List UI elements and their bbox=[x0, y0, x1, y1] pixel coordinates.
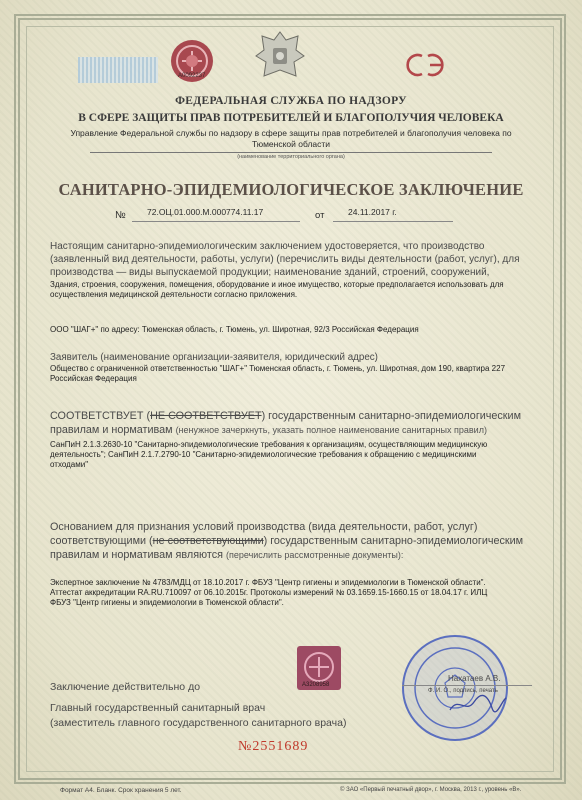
applicant-value: Общество с ограниченной ответственностью "ШАГ+" Тюменская область, г. Тюмень, ул. Широтная, дом 190, квартира 227 Российская Федерация bbox=[50, 364, 506, 383]
divider bbox=[90, 152, 492, 153]
signature-underline bbox=[402, 685, 532, 686]
footer-left: Формат А4. Бланк. Срок хранения 5 лет. bbox=[60, 787, 182, 794]
coat-of-arms-icon bbox=[250, 26, 310, 86]
signature-caption: Ф. И. О., подпись, печать bbox=[428, 688, 498, 694]
conformity-statement bbox=[50, 409, 525, 437]
org-line-1: ФЕДЕРАЛЬНАЯ СЛУЖБА ПО НАДЗОРУ bbox=[175, 95, 407, 107]
conformity-note: (ненужное зачеркнуть, указать полное наименование санитарных правил) bbox=[175, 425, 487, 435]
section1-intro: Настоящим санитарно-эпидемиологическим заключением удостоверяется, что производство (заявленный вид деятельности, работы, услуги) (перечислить виды деятельности (работ, услуг), для производства — виды выпускаемой продукции; наименование зданий, строений, сооружений, bbox=[50, 241, 520, 278]
conformity-part2: ) государственным санитарно-эпидемиологическим правилам и нормативам bbox=[50, 410, 521, 436]
document-title: САНИТАРНО-ЭПИДЕМИОЛОГИЧЕСКОЕ ЗАКЛЮЧЕНИЕ bbox=[58, 180, 524, 199]
basis-statement bbox=[50, 520, 525, 562]
certificate-number: 72.ОЦ.01.000.М.000774.11.17 bbox=[147, 207, 264, 217]
number-underline bbox=[132, 221, 300, 222]
signatory-title-sub: (заместитель главного государственного санитарного врача) bbox=[50, 717, 347, 729]
seal-code: А0092237 bbox=[178, 73, 206, 79]
conformity-value: СанПиН 2.1.3.2630-10 "Санитарно-эпидемиологические требования к организациям, осуществляющим медицинскую деятельность"; СанПиН 2.1.7.2790-10 "Санитарно-эпидемиологические требования к обращению с медицинскими отходами" bbox=[50, 440, 488, 469]
org-caption: (наименование территориального органа) bbox=[237, 154, 345, 160]
certificate-date: 24.11.2017 г. bbox=[348, 207, 397, 217]
footer-right: © ЗАО «Первый печатный двор», г. Москва, 2013 г., уровень «В». bbox=[340, 787, 522, 793]
conformity-struck: НЕ СООТВЕТСТВУЕТ bbox=[150, 410, 262, 422]
basis-note: (перечислить рассмотренные документы): bbox=[225, 550, 404, 560]
signature-icon bbox=[448, 692, 508, 716]
se-logo-icon bbox=[404, 50, 448, 80]
hatched-strip bbox=[78, 57, 158, 83]
date-underline bbox=[333, 221, 453, 222]
date-label: от bbox=[315, 210, 325, 221]
section1-address: ООО "ШАГ+" по адресу: Тюменская область, г. Тюмень, ул. Широтная, 92/3 Российская Федерация bbox=[50, 325, 419, 334]
basis-part1: Основанием для признания условий производства (вида деятельности, работ, услуг) соответствующими ( bbox=[50, 521, 478, 547]
conformity-part1: СООТВЕТСТВУЕТ ( bbox=[50, 410, 151, 422]
section1-value: Здания, строения, сооружения, помещения, оборудование и иное имущество, которые предполагается использовать для осуществления медицинской деятельности согласно приложения. bbox=[50, 280, 504, 299]
hologram-code: А3208958 bbox=[302, 682, 330, 688]
serial-number: №2551689 bbox=[238, 739, 309, 754]
signatory-title: Главный государственный санитарный врач bbox=[50, 702, 266, 714]
signatory-name: Нахатаев А.В. bbox=[448, 674, 501, 683]
basis-value: Экспертное заключение № 4783/МДЦ от 18.10.2017 г. ФБУЗ "Центр гигиены и эпидемиологии в Тюменской области". Аттестат аккредитации RA.RU.710097 от 06.10.2015г. Протоколы измерений № 03.1659.15-1660.15 от 18.04.17 г. ИЛЦ ФБУЗ "Центр гигиены и эпидемиологии в Тюменской области". bbox=[50, 578, 488, 607]
basis-struck: не соответствующими bbox=[152, 535, 264, 547]
number-label: № bbox=[115, 210, 126, 221]
applicant-label: Заявитель (наименование организации-заявителя, юридический адрес) bbox=[50, 352, 378, 363]
org-subtitle: Управление Федеральной службы по надзору в сфере защиты прав потребителей и благополучия человека по Тюменской области bbox=[70, 128, 512, 149]
validity-label: Заключение действительно до bbox=[50, 681, 201, 693]
org-line-2: В СФЕРЕ ЗАЩИТЫ ПРАВ ПОТРЕБИТЕЛЕЙ И БЛАГОПОЛУЧИЯ ЧЕЛОВЕКА bbox=[78, 112, 504, 124]
basis-part2: ) государственным санитарно-эпидемиологическим правилам и нормативам являются bbox=[50, 535, 524, 561]
